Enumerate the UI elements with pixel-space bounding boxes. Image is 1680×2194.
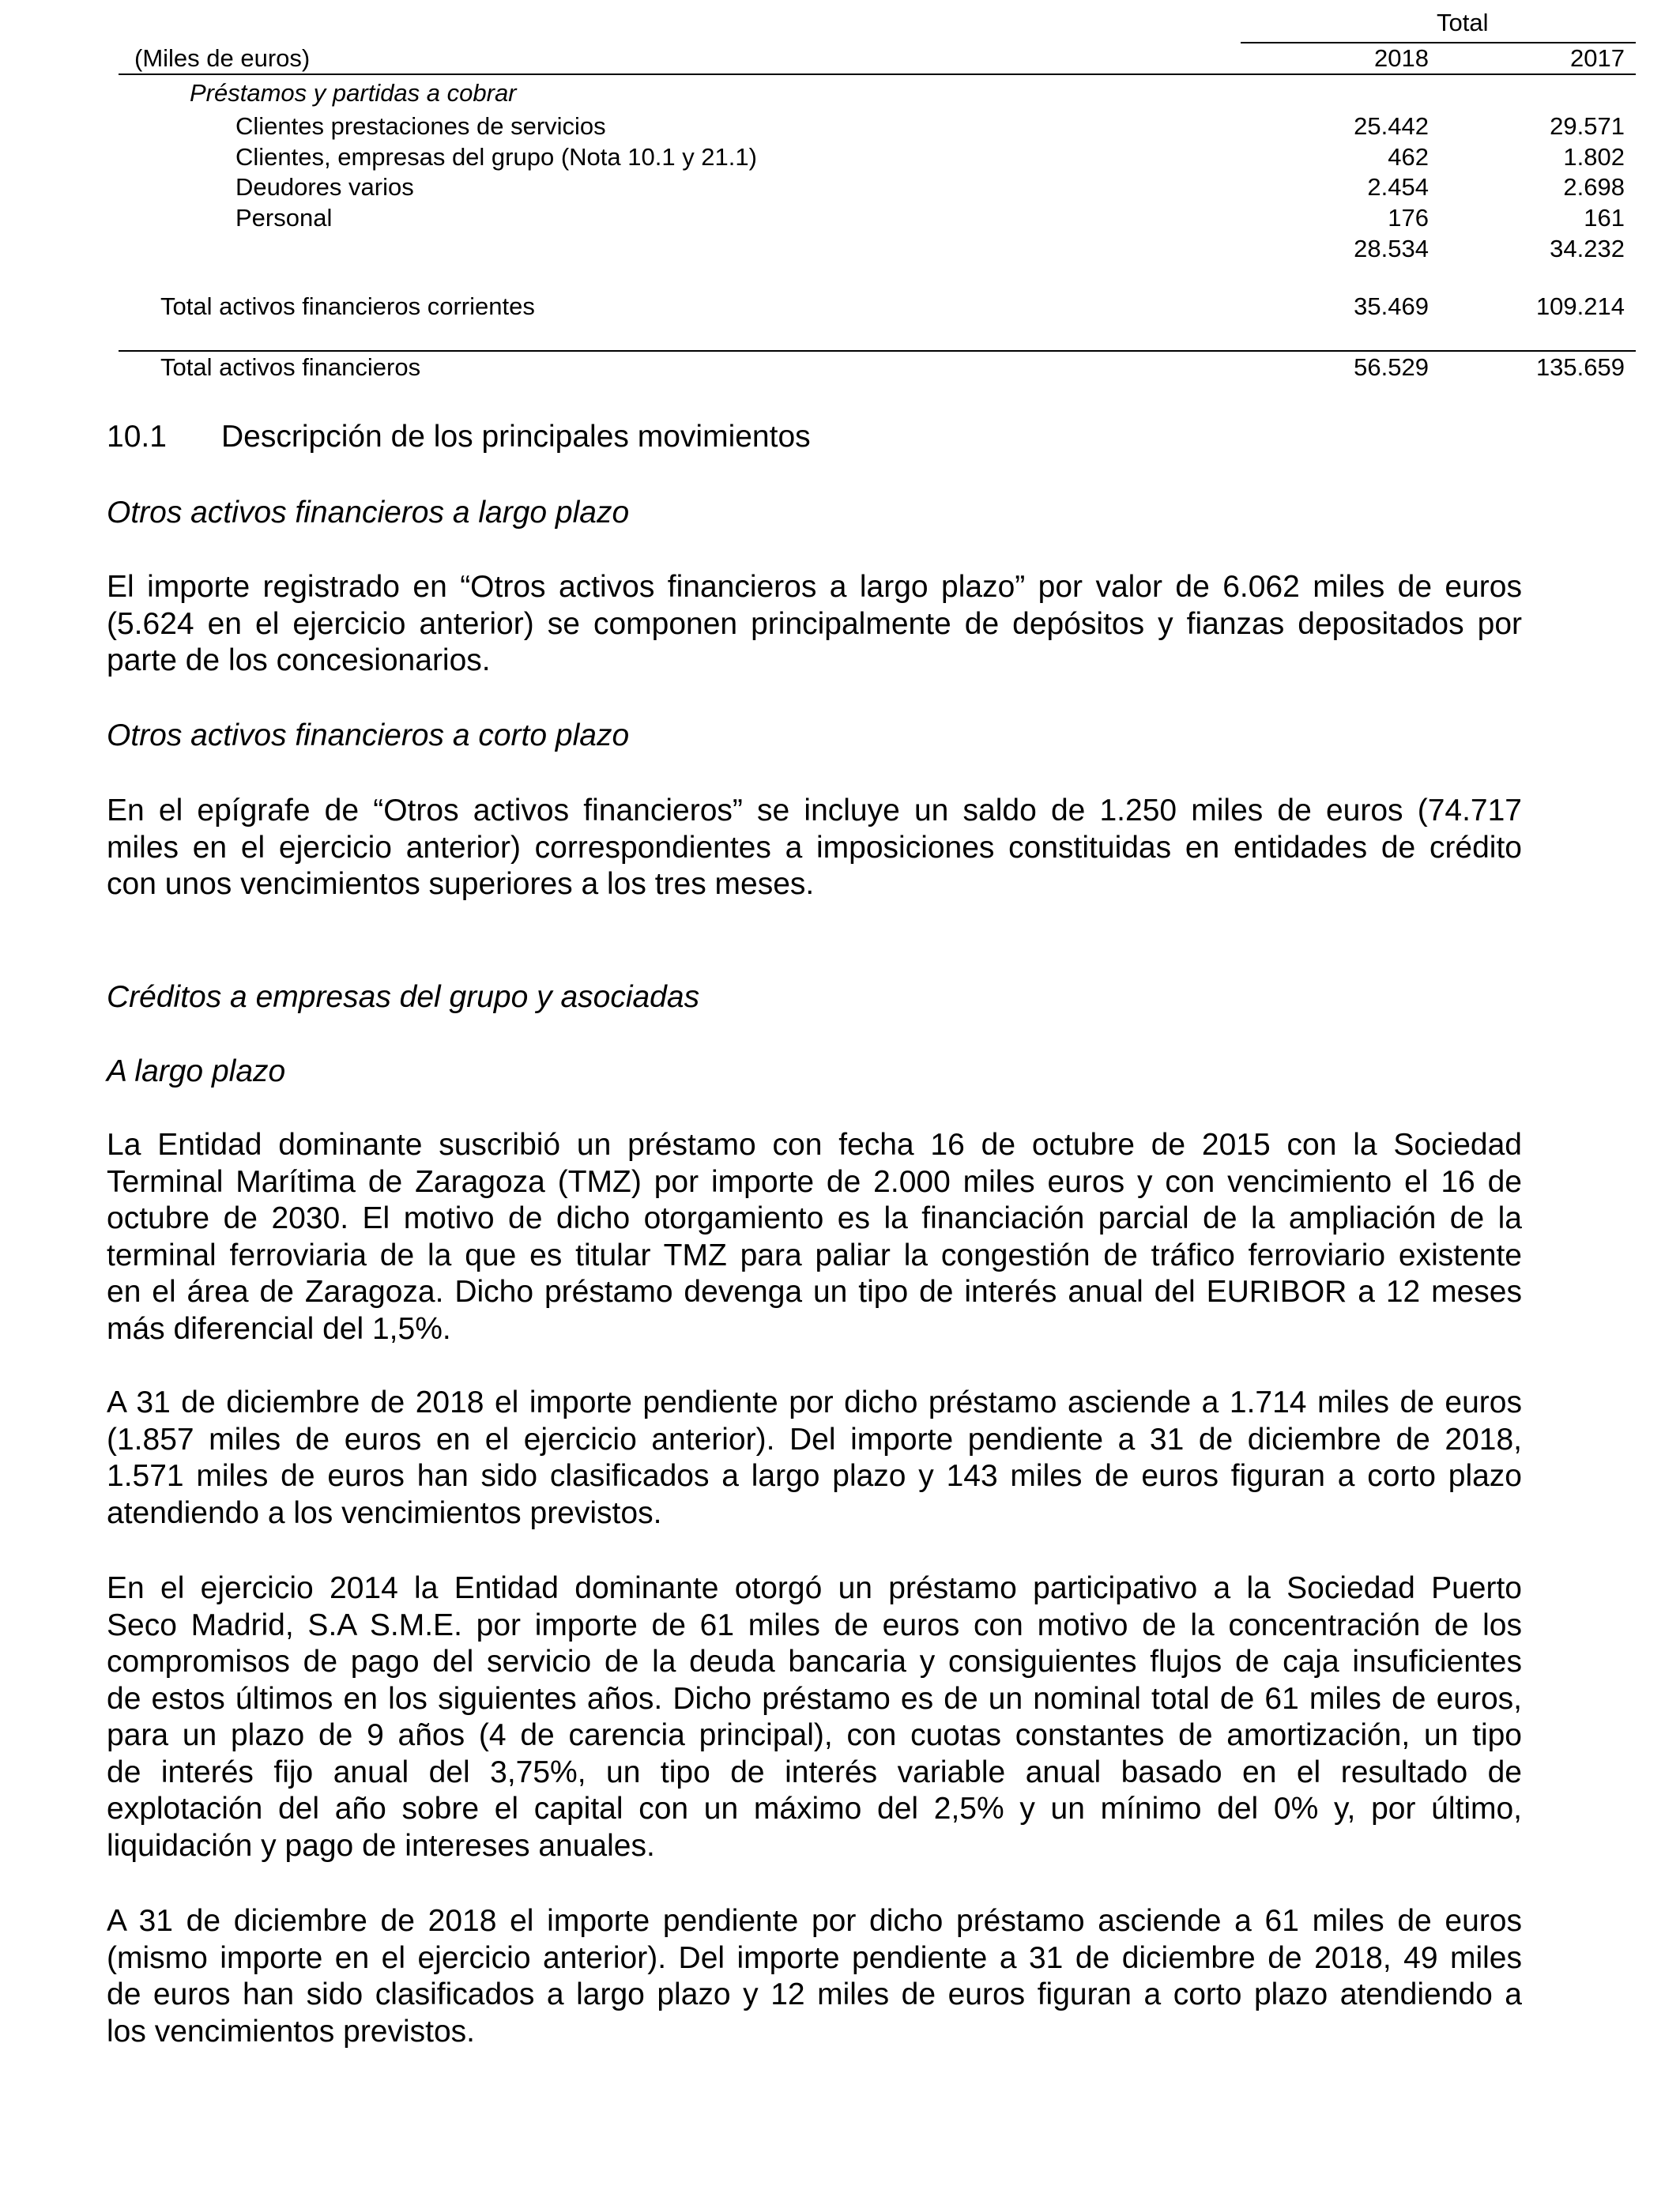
table-row-label: Deudores varios (235, 173, 414, 201)
financial-assets-table (0, 0, 1680, 379)
total-separator-rule (119, 350, 1636, 352)
text-line: Terminal Marítima de Zaragoza (TMZ) por importe de 2.000 miles euros y con vencimiento el 16 de (107, 1164, 1522, 1199)
total-activos-2018: 56.529 (1354, 353, 1429, 381)
total-corrientes-2018: 35.469 (1354, 292, 1429, 320)
header-underline (119, 74, 1636, 75)
subheading-largo-plazo: A largo plazo (107, 1054, 286, 1088)
table-row-2017: 161 (1584, 204, 1625, 232)
text-line: (5.624 en el ejercicio anterior) se componen principalmente de depósitos y fianzas depositados por (107, 606, 1522, 641)
text-line: (mismo importe en el ejercicio anterior). Del importe pendiente a 31 de diciembre de 2018, 49 miles (107, 1940, 1522, 1975)
section-heading (107, 419, 811, 455)
text-line: atendiendo a los vencimientos previstos. (107, 1495, 662, 1530)
section-number: 10.1 (107, 420, 167, 454)
text-line: Seco Madrid, S.A S.M.E. por importe de 61 miles de euros con motivo de la concentración de los (107, 1608, 1522, 1642)
subtotal-2018: 28.534 (1354, 235, 1429, 262)
table-row-2017: 2.698 (1563, 173, 1625, 201)
text-line: A 31 de diciembre de 2018 el importe pendiente por dicho préstamo asciende a 61 miles de euros (107, 1904, 1522, 1938)
text-line: con unos vencimientos superiores a los tres meses. (107, 867, 815, 901)
subheading-otros-cp: Otros activos financieros a corto plazo (107, 718, 630, 752)
text-line: El importe registrado en “Otros activos financieros a largo plazo” por valor de 6.062 miles de euros (107, 570, 1522, 604)
paragraph-tmz (107, 1127, 1522, 1348)
text-line: más diferencial del 1,5%. (107, 1311, 451, 1346)
text-line: explotación del año sobre el capital con un máximo del 2,5% y un mínimo del 0% y, por último, (107, 1792, 1522, 1826)
paragraph-puerto-seco-pendiente (107, 1903, 1522, 2050)
year-2018-header: 2018 (1374, 44, 1429, 72)
table-row-2018: 462 (1388, 143, 1429, 171)
text-line: 1.571 miles de euros han sido clasificados a largo plazo y 143 miles de euros figuran a corto plazo (107, 1459, 1522, 1493)
text-line: La Entidad dominante suscribió un préstamo con fecha 16 de octubre de 2015 con la Sociedad (107, 1128, 1522, 1162)
year-2017-header: 2017 (1570, 44, 1625, 72)
table-row-label: Clientes prestaciones de servicios (235, 112, 606, 140)
text-line: miles en el ejercicio anterior) correspondientes a imposiciones constituidas en entidades de crédito (107, 830, 1522, 865)
subheading-otros-lp: Otros activos financieros a largo plazo (107, 496, 630, 530)
text-line: octubre de 2030. El motivo de dicho otorgamiento es la financiación parcial de la ampliación de la (107, 1201, 1522, 1235)
text-line: En el epígrafe de “Otros activos financieros” se incluye un saldo de 1.250 miles de euros (74.717 (107, 794, 1522, 827)
table-row-2017: 1.802 (1563, 143, 1625, 171)
text-line: A 31 de diciembre de 2018 el importe pendiente por dicho préstamo asciende a 1.714 miles de euros (107, 1385, 1522, 1419)
total-activos-label: Total activos financieros (160, 353, 421, 381)
section-label: Préstamos y partidas a cobrar (190, 79, 517, 107)
text-line: de euros han sido clasificados a largo plazo y 12 miles de euros figuran a corto plazo atendiendo a (107, 1977, 1522, 2011)
table-row-2017: 29.571 (1550, 112, 1625, 140)
text-line: de estos últimos en los siguientes años. Dicho préstamo es de un nominal total de 61 miles de euros, (107, 1681, 1522, 1716)
text-line: parte de los concesionarios. (107, 643, 491, 677)
text-line: de interés fijo anual del 3,75%, un tipo de interés variable anual basado en el resultado de (107, 1755, 1522, 1789)
text-line: para un plazo de 9 años (4 de carencia principal), con cuotas constantes de amortización, un tipo (107, 1718, 1522, 1752)
text-line: compromisos de pago del servicio de la deuda bancaria y consiguientes flujos de caja insuficientes (107, 1645, 1522, 1679)
subtotal-2017: 34.232 (1550, 235, 1625, 262)
text-line: (1.857 miles de euros en el ejercicio anterior). Del importe pendiente a 31 de diciembre de 2018, (107, 1422, 1522, 1457)
subheading-creditos: Créditos a empresas del grupo y asociadas (107, 980, 700, 1014)
total-corrientes-2017: 109.214 (1535, 292, 1625, 320)
text-line: En el ejercicio 2014 la Entidad dominante otorgó un préstamo participativo a la Sociedad Puerto (107, 1571, 1522, 1605)
paragraph-tmz-pendiente (107, 1385, 1522, 1532)
table-row-2018: 2.454 (1367, 173, 1429, 201)
total-activos-2017: 135.659 (1535, 353, 1625, 381)
table-row-2018: 176 (1388, 204, 1429, 232)
text-line: los vencimientos previstos. (107, 2014, 476, 2049)
paragraph-otros-lp (107, 569, 1522, 680)
table-row-2018: 25.442 (1354, 112, 1429, 140)
units-label: (Miles de euros) (134, 44, 311, 72)
total-corrientes-label: Total activos financieros corrientes (160, 292, 535, 320)
table-row-label: Clientes, empresas del grupo (Nota 10.1 y 21.1) (235, 143, 757, 171)
text-line: en el área de Zaragoza. Dicho préstamo devenga un tipo de interés anual del EURIBOR a 12 meses (107, 1275, 1522, 1309)
table-row-label: Personal (235, 204, 333, 232)
text-line: liquidación y pago de intereses anuales. (107, 1828, 655, 1863)
text-line: terminal ferroviaria de la que es titular TMZ para paliar la congestión de tráfico ferroviario existente (107, 1238, 1522, 1272)
paragraph-puerto-seco (107, 1570, 1522, 1864)
section-title: Descripción de los principales movimientos (221, 420, 811, 454)
total-column-header: Total (1437, 9, 1489, 36)
paragraph-otros-cp (107, 793, 1522, 903)
